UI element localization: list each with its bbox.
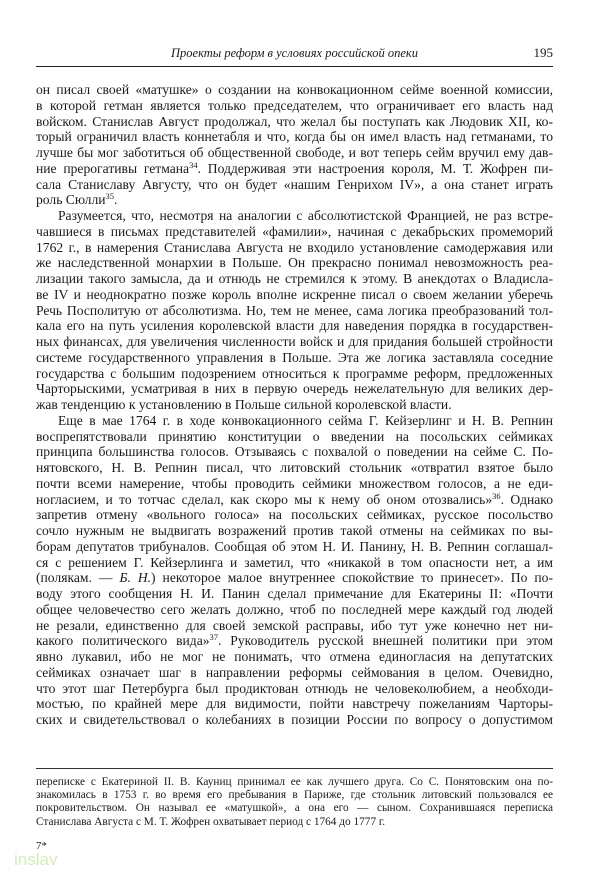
text-run: торый ограничил власть коннетабля и что, когда бы он имел власть над гетманами, то xyxy=(36,129,553,145)
author-initials: Б. Н. xyxy=(119,570,152,586)
paragraph xyxy=(36,208,553,413)
text-line xyxy=(36,586,553,602)
text-line xyxy=(36,476,553,492)
text-run: ве IV и неоднократно позже король вполне искренне писал о своем желании уберечь xyxy=(36,286,553,302)
text-run: войском. Станислав Август продолжал, что желал бы поступать как Людовик XII, ко- xyxy=(36,113,553,129)
text-line xyxy=(36,523,553,539)
text-run: лизации такого замысла, да и отнюдь не стремился к этому. В анекдотах о Владисла- xyxy=(36,271,553,286)
text-run: воспрепятствовали принятию конституции о введении на посольских сеймиках xyxy=(36,428,553,444)
text-run: системе государственного управления в Польше. Эта же логика заставляла соседние xyxy=(36,349,553,365)
text-line xyxy=(36,397,553,413)
text-line xyxy=(36,240,553,256)
text-run: общее человечество сего желать должно, чтоб по последней мере каждый год людей xyxy=(36,601,553,617)
text-run: Речь Посполитую от абсолютизма. Но, тем не менее, сама логика преобразований тол- xyxy=(36,302,553,318)
text-run: ся с решением Г. Кейзерлинга и заметил, что «никакой в том опасности нет, а им xyxy=(36,554,553,570)
text-run: не резали, единственно для своей земской расправы, ибо тут уже конечно нет ни- xyxy=(36,617,553,633)
text-run: воду этого сообщения Н. И. Панин сделал примечание для Екатерины II: «Почти xyxy=(36,586,553,601)
text-run: явно лукавил, ибо не мог не понимать, что отмена единогласия на депутатских xyxy=(36,649,553,664)
page-number: 195 xyxy=(533,45,553,60)
text-run: роль Сюлли xyxy=(36,192,106,208)
text-run: (полякам. — xyxy=(36,570,120,586)
footnote-line: Станислава Августа с М. Т. Жофрен охватывает период с 1764 до 1777 г. xyxy=(36,815,386,828)
text-line xyxy=(36,602,553,618)
text-line xyxy=(36,287,553,303)
text-run: жав тенденцию к установлению в Польше сильной королевской власти. xyxy=(36,397,452,412)
text-line xyxy=(36,255,553,271)
text-run: . Поддерживая эти настроения короля, М. Т. Жофрен пи- xyxy=(197,160,553,176)
text-run: . xyxy=(114,192,118,208)
text-run: нятовского, Н. В. Репнин писал, что литовский стольник «отвратил взятое было xyxy=(36,460,553,475)
text-line xyxy=(36,350,553,366)
text-line xyxy=(36,413,553,429)
footnote-rule xyxy=(36,768,553,769)
text-line xyxy=(36,208,553,224)
text-run: почти всеми намерение, чтобы проводить сеймики множеством голосов, а не еди- xyxy=(36,475,553,491)
footnote-line: знакомилась в 1753 г. во время его пребывания в Париже, где стольник литовский пользовался ее xyxy=(36,789,553,802)
text-line xyxy=(36,429,553,445)
text-line xyxy=(36,539,553,555)
text-line xyxy=(36,145,553,161)
text-run: какого политического вида» xyxy=(36,633,210,649)
footnote-line: покровительством. Он называл ее «матушкой», а она его — сыном. Сохранившаяся переписка xyxy=(36,802,553,815)
text-line xyxy=(36,366,553,382)
text-run: сочло нужным не выдвигать возражений против такой отмены на сеймиках по вы- xyxy=(36,523,553,538)
text-run: борам депутатов трибуналов. Сообщая об этом Н. И. Панину, Н. В. Репнин соглашал- xyxy=(36,538,553,554)
text-line xyxy=(36,98,553,114)
text-line xyxy=(36,82,553,98)
text-line xyxy=(36,334,553,350)
text-run: кала его на путь усиления королевской власти для наведения порядка в государствен- xyxy=(36,318,553,334)
running-title: Проекты реформ в условиях российской опеки xyxy=(171,46,418,60)
running-header xyxy=(36,44,553,64)
text-run: принципа большинства голосов. Отзываясь с похвалой о поведении на сейме С. По- xyxy=(36,444,553,460)
text-line xyxy=(36,681,553,697)
text-line xyxy=(36,555,553,571)
text-line xyxy=(36,271,553,287)
text-run: Еще в мае 1764 г. в ходе конвокационного сейма Г. Кейзерлинг и Н. В. Репнин xyxy=(58,412,553,428)
text-run: лучше бы мог заботиться об общественной свободе, и вот теперь сейм вручил ему дав- xyxy=(36,145,553,160)
footnote-ref: 35 xyxy=(105,191,115,202)
paragraph xyxy=(36,413,553,728)
text-line xyxy=(36,177,553,193)
text-run: он писал своей «матушке» о создании на конвокационном сейме военной комиссии, xyxy=(36,82,553,97)
text-line xyxy=(36,224,553,240)
text-run: 1762 г., в намерения Станислава Августа не входило установление самодержавия или xyxy=(36,239,553,255)
text-line xyxy=(36,114,553,130)
text-line xyxy=(36,460,553,476)
text-line xyxy=(36,492,553,508)
text-run: государства с большим подозрением относиться к программе реформ, предложенных xyxy=(36,365,553,381)
footnote-line: переписке с Екатериной II. В. Кауниц принимал ее как лучшего друга. Со С. Понятовским она по- xyxy=(36,776,553,788)
watermark: inslav xyxy=(14,850,58,869)
text-run: сала Станиславу Августу, что он будет «нашим Генрихом IV», а она станет играть xyxy=(36,176,553,192)
text-run: . Руководитель русской внешней политики при этом xyxy=(218,633,553,649)
text-run: мостью, по крайней мере для видимости, пойти навстречу пожеланиям Чарторы- xyxy=(36,696,553,712)
text-line xyxy=(36,618,553,634)
text-run: . Однако xyxy=(500,491,554,507)
text-run: сеймиках означает шаг в направлении реформы сеймования в целом. Очевидно, xyxy=(36,664,553,680)
header-rule xyxy=(36,66,553,67)
text-line xyxy=(36,570,553,586)
text-run: ских и свидетельствовал о колебаниях в позиции России по вопросу о допустимом xyxy=(36,712,553,727)
text-line xyxy=(36,192,553,208)
text-line xyxy=(36,633,553,649)
text-run: в которой гетман является только председателем, что ограничивает его власть над xyxy=(36,97,553,113)
text-run: запретив отмену «вольного голоса» на посольских сеймиках, русское посольство xyxy=(36,507,553,523)
text-line xyxy=(36,161,553,177)
text-line xyxy=(36,444,553,460)
text-run: ногласием, и то тотчас сделал, как скоро мы к нему об оном отозвались» xyxy=(36,491,493,507)
footnote-ref: 36 xyxy=(492,490,501,501)
footnote-ref: 34 xyxy=(189,159,198,170)
text-line xyxy=(36,507,553,523)
text-line xyxy=(36,303,553,319)
text-line xyxy=(36,649,553,665)
text-line xyxy=(36,129,553,145)
text-run: чавшиеся в письмах представителей «фамилии», начиная с декабрьских промеморий xyxy=(36,223,553,239)
footnote-ref: 37 xyxy=(209,632,219,643)
text-run: Разумеется, что, несмотря на аналогии с абсолютистской Францией, не раз встре- xyxy=(58,208,553,223)
signature-mark: 7* xyxy=(36,840,47,852)
text-run: ние прерогативы гетмана xyxy=(36,160,190,176)
paragraph xyxy=(36,82,553,208)
text-run: ) некоторое малое внутреннее спокойствие то принесет». По по- xyxy=(151,570,553,586)
body-text xyxy=(36,82,553,728)
footnote xyxy=(36,776,553,829)
text-line xyxy=(36,318,553,334)
text-run: ных финансах, для увеличения численности войск и для придания большей стройности xyxy=(36,334,553,349)
text-line xyxy=(36,381,553,397)
text-run: что этот шаг Петербурга был продиктован отнюдь не человеколюбием, а необходи- xyxy=(36,680,553,696)
text-line xyxy=(36,712,553,728)
text-run: Чарторыскими, усматривая в них в первую очередь нежелательную для великих дер- xyxy=(36,381,553,397)
text-run: же наследственной монархии в Польше. Он прекрасно понимал невозможность реа- xyxy=(36,255,553,271)
text-line xyxy=(36,665,553,681)
text-line xyxy=(36,696,553,712)
